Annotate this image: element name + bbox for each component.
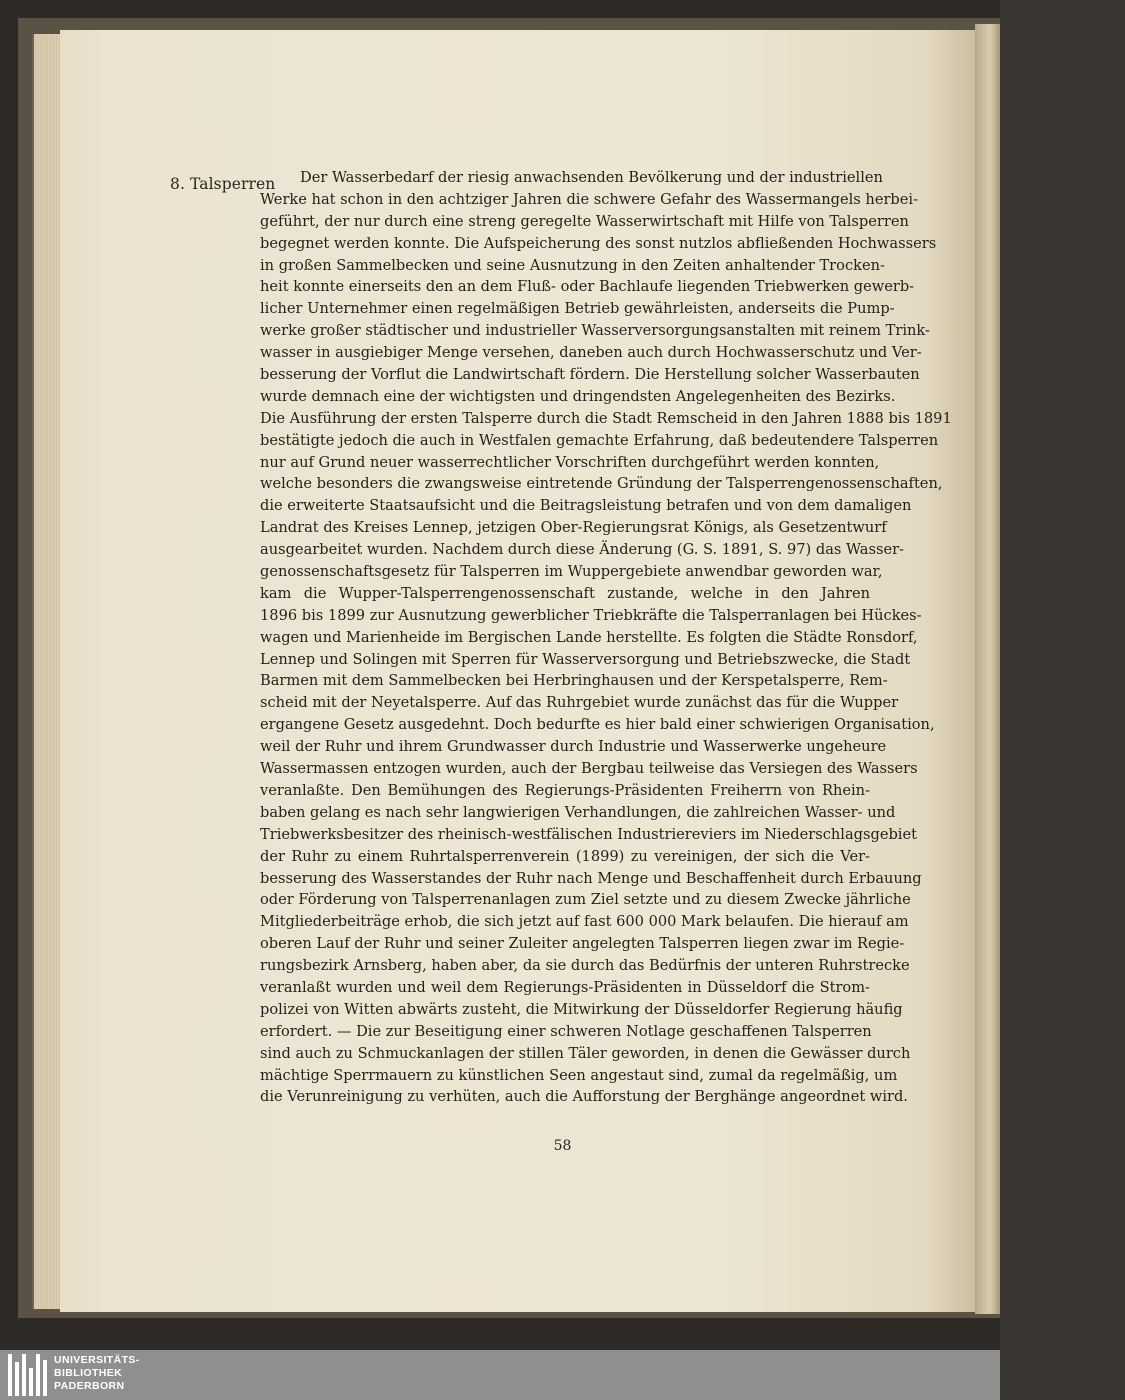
logo-line-2: BIBLIOTHEK	[54, 1367, 123, 1379]
text-line: welche besonders die zwangsweise eintretende Gründung der Talsperrengenossenschaften,	[260, 475, 943, 493]
text-line: weil der Ruhr und ihrem Grundwasser durch Industrie und Wasserwerke ungeheure	[260, 738, 887, 756]
text-line: der Ruhr zu einem Ruhrtalsperrenverein (1899) zu vereinigen, der sich die Ver-	[260, 847, 870, 865]
text-line: Barmen mit dem Sammelbecken bei Herbringhausen und der Kerspetalsperre, Rem-	[260, 672, 888, 690]
text-line: wagen und Marienheide im Bergischen Lande herstellte. Es folgten die Städte Ronsdorf,	[260, 628, 918, 646]
text-line: Triebwerksbesitzer des rheinisch-westfälischen Industriereviers im Niederschlagsgebiet	[260, 825, 917, 843]
text-line: Werke hat schon in den achtziger Jahren die schwere Gefahr des Wassermangels herbei-	[260, 190, 919, 208]
text-line: in großen Sammelbecken und seine Ausnutzung in den Zeiten anhaltender Trocken-	[260, 256, 885, 274]
text-line: wasser in ausgiebiger Menge versehen, daneben auch durch Hochwasserschutz und Ver-	[260, 344, 922, 362]
text-line: oberen Lauf der Ruhr und seiner Zuleiter angelegten Talsperren liegen zwar im Regie-	[260, 935, 905, 953]
text-line: licher Unternehmer einen regelmäßigen Betrieb gewährleisten, anderseits die Pump-	[260, 300, 895, 318]
text-line: kam die Wupper-Talsperrengenossenschaft zustande, welche in den Jahren	[260, 584, 870, 602]
text-line: heit konnte einerseits den an dem Fluß- oder Bachlaufe liegenden Triebwerken gewerb-	[260, 278, 915, 296]
text-line: Die Ausführung der ersten Talsperre durch die Stadt Remscheid in den Jahren 1888 bis 1891	[260, 409, 952, 427]
book-gutter	[975, 24, 1000, 1314]
logo-line-1: UNIVERSITÄTS-	[54, 1354, 140, 1366]
text-line: nur auf Grund neuer wasserrechtlicher Vorschriften durchgeführt werden konnten,	[260, 453, 880, 471]
text-line: geführt, der nur durch eine streng geregelte Wasserwirtschaft mit Hilfe von Talsperren	[260, 212, 909, 230]
text-line: 1896 bis 1899 zur Ausnutzung gewerblicher Triebkräfte die Talsperranlagen bei Hückes-	[260, 606, 922, 624]
text-line: ausgearbeitet wurden. Nachdem durch diese Änderung (G. S. 1891, S. 97) das Wasser-	[260, 541, 904, 559]
body-text	[260, 167, 952, 1108]
text-line: Mitgliederbeiträge erhob, die sich jetzt auf fast 600 000 Mark belaufen. Die hierauf am	[260, 913, 909, 931]
logo-line-3: PADERBORN	[54, 1380, 125, 1392]
text-line: oder Förderung von Talsperrenanlagen zum Ziel setzte und zu diesem Zwecke jährliche	[260, 891, 911, 909]
text-line: veranlaßt wurden und weil dem Regierungs-Präsidenten in Düsseldorf die Strom-	[260, 978, 870, 996]
text-line: Wassermassen entzogen wurden, auch der Bergbau teilweise das Versiegen des Wassers	[260, 760, 918, 778]
text-line: rungsbezirk Arnsberg, haben aber, da sie durch das Bedürfnis der unteren Ruhrstrecke	[260, 957, 910, 975]
text-line: wurde demnach eine der wichtigsten und dringendsten Angelegenheiten des Bezirks.	[260, 387, 896, 405]
text-line: besserung des Wasserstandes der Ruhr nach Menge und Beschaffenheit durch Erbauung	[260, 869, 922, 887]
text-line: die Verunreinigung zu verhüten, auch die Aufforstung der Berghänge angeordnet wird.	[260, 1088, 908, 1106]
library-logo-icon	[8, 1354, 48, 1396]
text-line: erfordert. — Die zur Beseitigung einer schweren Notlage geschaffenen Talsperren	[260, 1022, 872, 1040]
library-logo-text	[54, 1354, 140, 1393]
page-number: 58	[553, 1138, 572, 1154]
text-line: Lennep und Solingen mit Sperren für Wasserversorgung und Betriebszwecke, die Stadt	[260, 650, 911, 668]
text-line: mächtige Sperrmauern zu künstlichen Seen angestaut sind, zumal da regelmäßig, um	[260, 1066, 898, 1084]
text-line: scheid mit der Neyetalsperre. Auf das Ruhrgebiet wurde zunächst das für die Wupper	[260, 694, 899, 712]
margin-heading: 8. Talsperren	[170, 175, 276, 193]
text-line: sind auch zu Schmuckanlagen der stillen Täler geworden, in denen die Gewässer durch	[260, 1044, 911, 1062]
text-line: ergangene Gesetz ausgedehnt. Doch bedurfte es hier bald einer schwierigen Organisation,	[260, 716, 935, 734]
text-line: Der Wasserbedarf der riesig anwachsenden Bevölkerung und der industriellen	[300, 169, 883, 186]
text-line: bestätigte jedoch die auch in Westfalen gemachte Erfahrung, daß bedeutendere Talsperren	[260, 431, 939, 449]
text-line: genossenschaftsgesetz für Talsperren im Wuppergebiete anwendbar geworden war,	[260, 563, 883, 581]
text-line: die erweiterte Staatsaufsicht und die Beitragsleistung betrafen und von dem damaligen	[260, 497, 912, 515]
text-line: baben gelang es nach sehr langwierigen Verhandlungen, die zahlreichen Wasser- und	[260, 803, 896, 821]
text-line: begegnet werden konnte. Die Aufspeicherung des sonst nutzlos abfließenden Hochwassers	[260, 234, 937, 252]
footer-bar	[0, 1350, 1000, 1400]
text-line: besserung der Vorflut die Landwirtschaft fördern. Die Herstellung solcher Wasserbauten	[260, 366, 920, 384]
text-line: Landrat des Kreises Lennep, jetzigen Ober-Regierungsrat Königs, als Gesetzentwurf	[260, 519, 887, 537]
text-line: polizei von Witten abwärts zusteht, die Mitwirkung der Düsseldorfer Regierung häufig	[260, 1000, 903, 1018]
text-line: werke großer städtischer und industrieller Wasserversorgungsanstalten mit reinem Trink-	[260, 322, 930, 340]
text-line: veranlaßte. Den Bemühungen des Regierungs-Präsidenten Freiherrn von Rhein-	[260, 781, 870, 799]
